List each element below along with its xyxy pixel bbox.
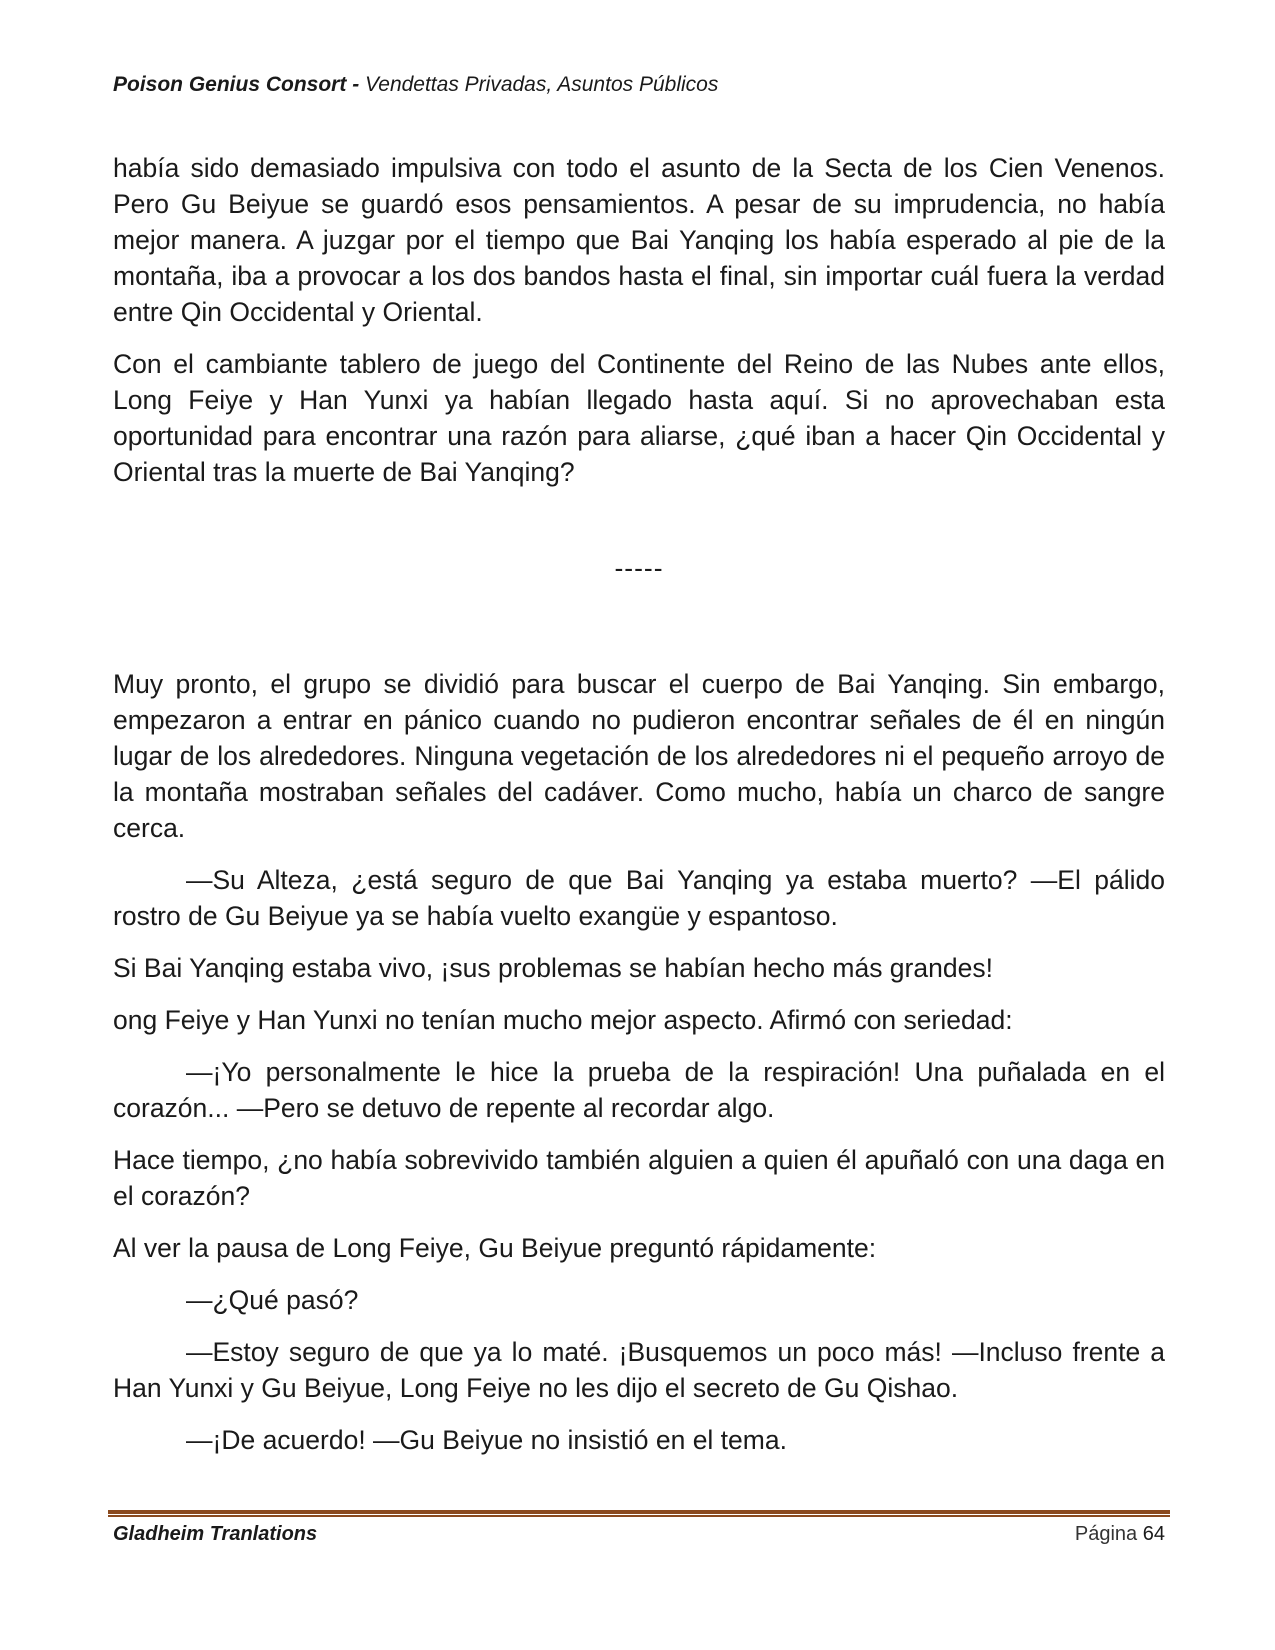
footer-rule [108,1510,1170,1517]
dialogue-paragraph: —Su Alteza, ¿está seguro de que Bai Yanqing ya estaba muerto? —El pálido rostro de Gu Beiyue ya se había vuelto exangüe y espantoso. [113,865,1165,931]
footer-rule-thick [108,1510,1170,1514]
footer-rule-thin [108,1515,1170,1517]
dialogue-paragraph: —¿Qué pasó? [186,1285,359,1315]
page-label: Página [1074,1523,1138,1545]
paragraph: ong Feiye y Han Yunxi no tenían mucho mejor aspecto. Afirmó con seriedad: [113,1005,1013,1035]
paragraph: había sido demasiado impulsiva con todo el asunto de la Secta de los Cien Venenos. Pero Gu Beiyue se guardó esos pensamientos. A pesar de su imprudencia, no había mejor manera. A juzgar por el tiempo que Bai Yanqing los había esperado al pie de la montaña, iba a provocar a los dos bandos hasta el final, sin importar cuál fuera la verdad entre Qin Occidental y Oriental. [113,153,1165,327]
footer-publisher: Gladheim Tranlations [113,1523,318,1545]
paragraph: Si Bai Yanqing estaba vivo, ¡sus problemas se habían hecho más grandes! [113,953,993,983]
page-number: 64 [1142,1523,1165,1545]
running-header [113,73,718,97]
body-text [113,150,1165,1474]
paragraph: Muy pronto, el grupo se dividió para buscar el cuerpo de Bai Yanqing. Sin embargo, empezaron a entrar en pánico cuando no pudieron encontrar señales de él en ningún lugar de los alrededores. Ninguna vegetación de los alrededores ni el pequeño arroyo de la montaña mostraban señales del cadáver. Como mucho, había un charco de sangre cerca. [113,669,1165,843]
paragraph: Hace tiempo, ¿no había sobrevivido también alguien a quien él apuñaló con una daga en el corazón? [113,1145,1165,1211]
page-number-label [1075,1523,1165,1546]
book-title: Poison Genius Consort [113,73,347,96]
paragraph: Al ver la pausa de Long Feiye, Gu Beiyue preguntó rápidamente: [113,1233,877,1263]
dialogue-paragraph: —¡Yo personalmente le hice la prueba de la respiración! Una puñalada en el corazón... —Pero se detuvo de repente al recordar algo. [113,1057,1165,1123]
dialogue-paragraph: —¡De acuerdo! —Gu Beiyue no insistió en el tema. [186,1425,787,1455]
scene-break: ----- [614,553,664,583]
header-separator: - [346,73,366,96]
chapter-title: Vendettas Privadas, Asuntos Públicos [365,73,719,96]
dialogue-paragraph: —Estoy seguro de que ya lo maté. ¡Busquemos un poco más! —Incluso frente a Han Yunxi y Gu Beiyue, Long Feiye no les dijo el secreto de Gu Qishao. [113,1337,1165,1403]
paragraph: Con el cambiante tablero de juego del Continente del Reino de las Nubes ante ellos, Long Feiye y Han Yunxi ya habían llegado hasta aquí. Si no aprovechaban esta oportunidad para encontrar una razón para aliarse, ¿qué iban a hacer Qin Occidental y Oriental tras la muerte de Bai Yanqing? [113,349,1165,487]
